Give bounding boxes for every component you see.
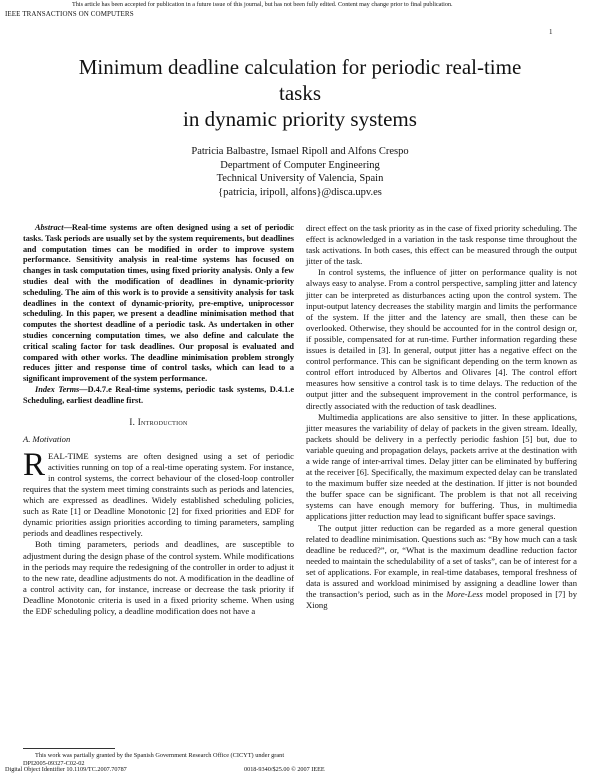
author-department: Department of Computer Engineering bbox=[220, 159, 380, 171]
author-block bbox=[20, 145, 580, 199]
title-line-1: Minimum deadline calculation for periodic real-time bbox=[78, 55, 522, 79]
body-paragraph-2: In control systems, the influence of jitter on performance quality is not always easy to analyse. From a control perspective, sampling jitter and latency jitter can be interpreted as disturbances acting upon the control system. The input-output latency decreases the stability margin and limits the performance of the system. If the jitter and the latency are small, then these can be overlooked. Otherwise, they should be accounted for in the control design or, if possible, compensated for at run-time. Further information regarding these issues is detailed in [3]. In general, output jitter has a negative effect on the control performance. This can be significant depending on the term known as control effort introduced by Albertos and Olivares [4]. The control effort measures how sensitive a control task is to time delays. The reduction of the output jitter and the subsequent improvement in the control performance, is directly associated with the reduction of task deadlines. bbox=[306, 267, 577, 411]
more-less-model: More-Less bbox=[446, 589, 483, 600]
section-numeral: I. bbox=[129, 416, 136, 427]
lead-caps: EAL bbox=[48, 450, 65, 461]
body-paragraph-4-b: model proposed in [7] by Xiong bbox=[306, 589, 577, 611]
abstract-label: Abstract bbox=[35, 223, 64, 232]
page-number: 1 bbox=[549, 28, 553, 36]
section-title: Introduction bbox=[137, 416, 188, 427]
body-paragraph-3: Multimedia applications are also sensitive to jitter. In these applications, jitter measures the variability of delay of packets in the given stream. Ideally, packets should be delivery in a perfectly periodic fashion [5] but, due to variable queuing and propagation delays, packets arrive at the destination with a wide range of inter-arrival times. Delay jitter can be eliminated by buffering at the receiver [6]. Specifically, the maximum expected delay can be translated to the maximum buffer size needed at the destination. If jitter is not bounded the buffer space can be significant. The problem is that not all receiving systems can have enough memory for buffering. Thus, in multimedia applications jitter reduction may lead to significant buffer space savings. bbox=[306, 411, 577, 522]
author-email: {patricia, iripoll, alfons}@disca.upv.es bbox=[218, 186, 382, 198]
title-line-3: in dynamic priority systems bbox=[183, 107, 417, 131]
section-heading bbox=[23, 417, 294, 428]
body-paragraph-4 bbox=[306, 523, 577, 612]
footnote-text: This work was partially granted by the Spanish Government Research Office (CICYT) under grant DPI2005-09327-C02-02 bbox=[23, 752, 285, 768]
left-column bbox=[23, 223, 294, 617]
intro-paragraph-1 bbox=[23, 446, 294, 540]
intro-paragraph-1-text: -TIME systems are often designed using a set of periodic activities running on top of a real-time operating system. For instance, in control systems, the correct behaviour of the closed-loop controller requires that the system meet timing constraints such as periods and latencies, which are expressed as deadlines. Widely established scheduling policies, such as Rate [1] or Deadline Monotonic [2] for fixed priorities and EDF for dynamic priorities assign priorities according to timing parameters, sampling periods and deadlines respectively. bbox=[23, 450, 294, 539]
author-names: Patricia Balbastre, Ismael Ripoll and Alfons Crespo bbox=[191, 146, 409, 157]
abstract bbox=[23, 223, 294, 385]
journal-name: IEEE TRANSACTIONS ON COMPUTERS bbox=[5, 10, 134, 18]
paper-title bbox=[20, 54, 580, 132]
copyright-footer: 0018-9340/$25.00 © 2007 IEEE bbox=[244, 766, 325, 773]
index-terms-label: Index Terms bbox=[35, 384, 80, 394]
footnote-rule bbox=[23, 748, 115, 749]
index-terms-text: —D.4.7.e Real-time systems, periodic task systems, D.4.1.e Scheduling, earliest deadline first. bbox=[23, 384, 295, 405]
accepted-notice: This article has been accepted for publication in a future issue of this journal, but has not been fully edited. Content may change prior to final publication. bbox=[72, 1, 453, 8]
right-column bbox=[306, 223, 577, 611]
doi-footer: Digital Object Identifier 10.1109/TC.2007.70787 bbox=[5, 766, 127, 773]
subsection-heading: A. Motivation bbox=[23, 433, 71, 444]
title-line-2: tasks bbox=[279, 81, 321, 105]
body-paragraph-1: direct effect on the task priority as in the case of fixed priority scheduling. The effect is acknowledged in a variation in the task response time throughout the task activations. In both cases, this effect can be measured through the output jitter of the task. bbox=[306, 223, 577, 267]
intro-paragraph-2: Both timing parameters, periods and deadlines, are susceptible to adjustment during the design phase of the control system. While modifications in the periods may require the redesigning of the controller in order to adjust it to the new rate, deadline adjustments do not. A modification in the deadline of a control activity can, for instance, increase or decrease the task priority if Deadline Monotonic criteria is used in a fixed priority scheme. When using the EDF scheduling policy, a deadline modification does not have a bbox=[23, 539, 294, 617]
drop-cap: R bbox=[23, 446, 46, 483]
author-university: Technical University of Valencia, Spain bbox=[216, 173, 384, 184]
abstract-text: —Real-time systems are often designed using a set of periodic tasks. Task periods are usually set by the system requirements, but deadlines and computation times can be modified in order to improve system performance. Sensitivity analysis in real-time systems has focused on changes in task computation times, using fixed priority analysis. Only a few studies deal with the modification of deadlines in dynamic-priority scheduling. The aim of this work is to provide a sensitivity analysis for task deadlines in the context of dynamic-priority, pre-emptive, uniprocessor scheduling. In this paper, we present a deadline minimisation method that computes the shortest deadline of a periodic task. As undertaken in other studies concerning computation times, we also define and calculate the critical scaling factor for task deadlines. Our proposal is evaluated and compared with other works. The deadline minimisation problem strongly reduces jitter and response time of control tasks, which can lead to a significant improvement of the system performance. bbox=[23, 223, 294, 384]
index-terms bbox=[23, 385, 294, 407]
body-paragraph-4-a: The output jitter reduction can be regarded as a more general question related to deadline minimisation. Questions such as: “By how much can a task deadline be reduced?”, or, “What is the maximum deadline reduction factor needed to maintain the schedulability of a set of tasks”, can be of interest for a set of applications. For example, in real-time databases, temporal freshness of data is assured and workload minimised by assigning a deadline lower than the transaction’s period, such as in the bbox=[306, 522, 577, 600]
